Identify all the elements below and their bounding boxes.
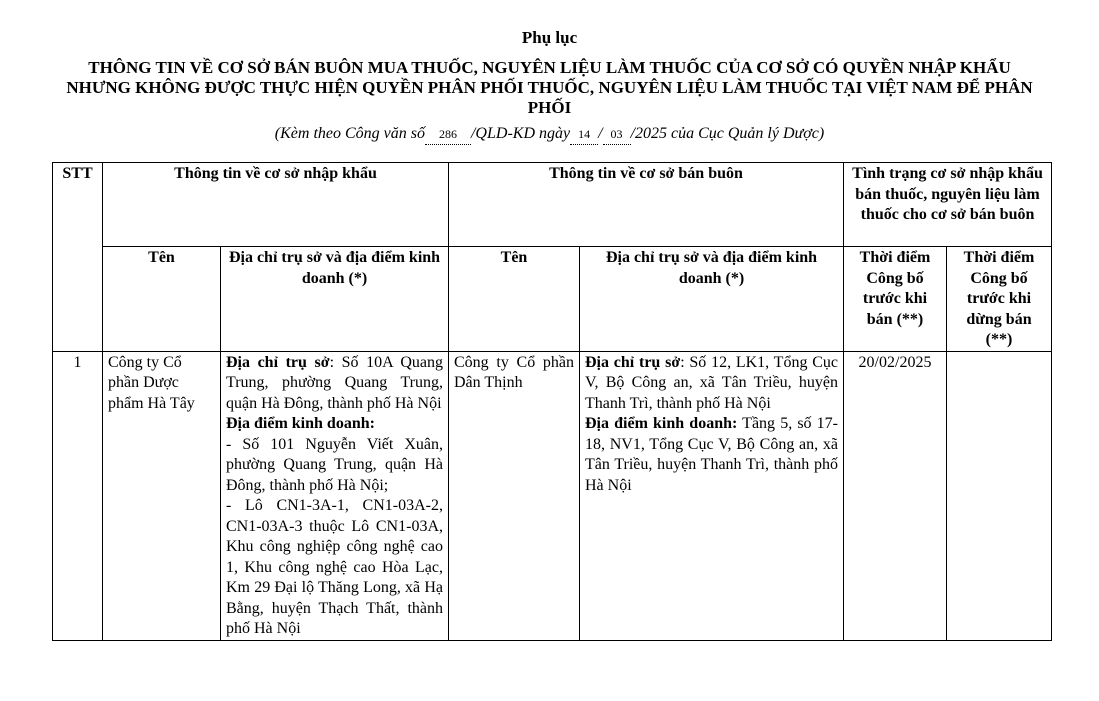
subtitle-prefix: (Kèm theo Công văn số: [274, 125, 425, 142]
header-status-group: Tình trạng cơ sở nhập khẩu bán thuốc, nguyên liệu làm thuốc cho cơ sở bán buôn: [844, 163, 1052, 247]
importer-hq-label: Địa chỉ trụ sở: [226, 353, 330, 371]
header-row-groups: [53, 163, 1052, 247]
row-wholesaler-address: [580, 351, 844, 640]
row-importer-name: Công ty Cổ phần Dược phẩm Hà Tây: [103, 351, 221, 640]
wholesaler-hq-label: Địa chỉ trụ sở: [585, 353, 681, 371]
document-subtitle: [0, 124, 1099, 145]
importer-biz-1: - Số 101 Nguyễn Viết Xuân, phường Quang Trung, quận Hà Đông, thành phố Hà Nội;: [226, 435, 443, 494]
importer-biz-2: - Lô CN1-3A-1, CN1-03A-2, CN1-03A-3 thuộc Lô CN1-03A, Khu công nghiệp công nghệ cao 1, Khu công nghệ cao Hòa Lạc, Km 29 Đại lộ Thăng Long, xã Hạ Bằng, huyện Thạch Thất, thành phố Hà Nội: [226, 497, 443, 637]
header-wholesaler-address: Địa chỉ trụ sở và địa điểm kinh doanh (*): [580, 247, 844, 352]
wholesaler-biz-label: Địa điểm kinh doanh:: [585, 415, 738, 432]
row-importer-address: [221, 351, 449, 640]
document-month: 03: [603, 124, 631, 145]
header-importer-address: Địa chỉ trụ sở và địa điểm kinh doanh (*): [221, 247, 449, 352]
header-wholesaler-group: Thông tin về cơ sở bán buôn: [449, 163, 844, 247]
row-announce-stop: [947, 351, 1052, 640]
document-title: THÔNG TIN VỀ CƠ SỞ BÁN BUÔN MUA THUỐC, NGUYÊN LIỆU LÀM THUỐC CỦA CƠ SỞ CÓ QUYỀN NHẬP KHẨU NHƯNG KHÔNG ĐƯỢC THỰC HIỆN QUYỀN PHÂN PHỐI THUỐC, NGUYÊN LIỆU LÀM THUỐC TẠI VIỆT NAM ĐỂ PHÂN PHỐI: [66, 58, 1033, 117]
appendix-label: Phụ lục: [521, 28, 578, 47]
appendix-table: [52, 162, 1052, 641]
header-announce-start: Thời điểm Công bố trước khi bán (**): [844, 247, 947, 352]
header-importer-group: Thông tin về cơ sở nhập khẩu: [103, 163, 449, 247]
wholesaler-biz-text: Tầng 5, số 17-18, NV1, Tổng Cục V, Bộ Công an, xã Tân Triều, huyện Thanh Trì, thành phố Hà Nội: [585, 415, 839, 494]
importer-biz-label: Địa điểm kinh doanh:: [226, 415, 375, 432]
subtitle-suffix: /2025 của Cục Quản lý Dược): [630, 125, 825, 142]
wholesaler-hq-text: : Số 12, LK1, Tổng Cục V, Bộ Công an, xã Tân Triều, huyện Thanh Trì, thành phố Hà Nội: [585, 353, 838, 412]
subtitle-mid-1: /QLD-KD ngày: [470, 125, 571, 142]
row-wholesaler-name: Công ty Cổ phần Dân Thịnh: [449, 351, 580, 640]
importer-hq-text: : Số 10A Quang Trung, phường Quang Trung, quận Hà Đông, thành phố Hà Nội: [226, 353, 443, 412]
wholesaler-biz: [585, 414, 838, 496]
header-wholesaler-name: Tên: [449, 247, 580, 352]
document-number: 286: [425, 124, 471, 145]
row-stt: 1: [53, 351, 103, 640]
subtitle-mid-2: /: [598, 125, 603, 142]
document-header: [0, 28, 1099, 145]
table-row: [53, 351, 1052, 640]
importer-hq: [226, 353, 443, 415]
header-importer-name: Tên: [103, 247, 221, 352]
row-announce-start: 20/02/2025: [844, 351, 947, 640]
wholesaler-hq: [585, 353, 838, 415]
header-announce-stop: Thời điểm Công bố trước khi dừng bán (**): [947, 247, 1052, 352]
header-row-columns: [53, 247, 1052, 352]
document-day: 14: [570, 124, 598, 145]
header-stt: STT: [53, 163, 103, 352]
